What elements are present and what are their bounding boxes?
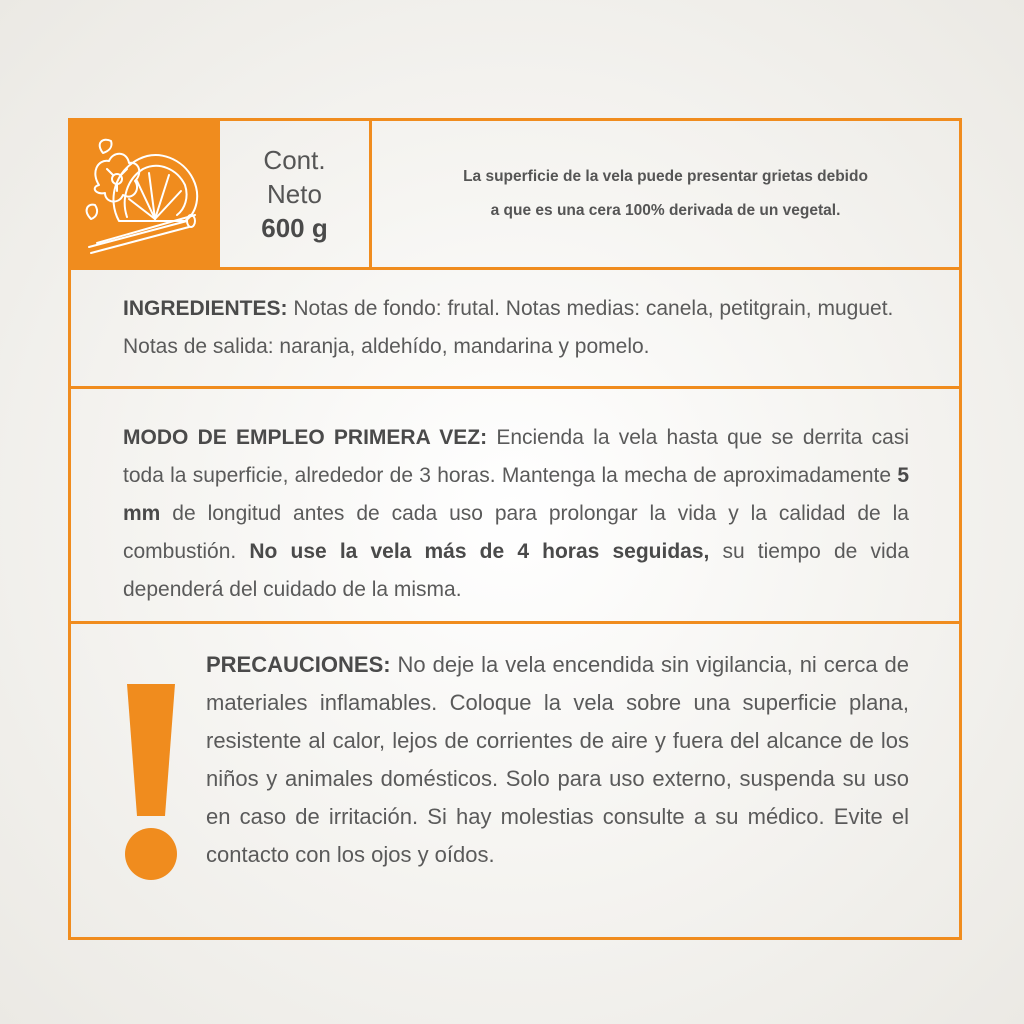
usage-bold-1: 5 mm bbox=[123, 464, 909, 525]
usage-body-1: Encienda la vela hasta que se derrita casi toda la superficie, alrededor de 3 horas. Mantenga la mecha de aproximadamente bbox=[123, 426, 909, 487]
usage-body-2: de longitud antes de cada uso para prolongar la vida y la calidad de la combustión. bbox=[123, 502, 909, 563]
product-label bbox=[68, 118, 962, 940]
exclamation-icon bbox=[123, 676, 179, 886]
ingredients-body: Notas de fondo: frutal. Notas medias: canela, petitgrain, muguet. Notas de salida: naranja, aldehído, mandarina y pomelo. bbox=[123, 297, 894, 358]
usage-bold-2: No use la vela más de 4 horas seguidas, bbox=[249, 540, 710, 563]
ingredients-row bbox=[71, 270, 959, 389]
wax-notice-line-2: a que es una cera 100% derivada de un vegetal. bbox=[490, 202, 841, 219]
ingredients-text bbox=[123, 290, 909, 366]
ingredients-heading: INGREDIENTES: bbox=[123, 297, 288, 320]
usage-row bbox=[71, 389, 959, 624]
wax-notice bbox=[372, 121, 959, 267]
precautions-body: No deje la vela encendida sin vigilancia, ni cerca de materiales inflamables. Coloque la vela sobre una superficie plana, resistente al calor, lejos de corrientes de aire y fuera del alcance de los niños y animales domésticos. Solo para uso externo, suspenda su uso en caso de irritación. Si hay molestias consulte a su médico. Evite el contacto con los ojos y oídos. bbox=[206, 652, 909, 867]
precautions-heading: PRECAUCIONES: bbox=[206, 652, 391, 677]
net-content-label-1: Cont. bbox=[263, 145, 326, 175]
usage-body-3: su tiempo de vida dependerá del cuidado de la misma. bbox=[123, 540, 909, 601]
logo-cell bbox=[71, 121, 217, 267]
net-content-label-2: Neto bbox=[267, 179, 322, 209]
orange-slice-cinnamon-icon bbox=[77, 129, 211, 259]
header-row bbox=[71, 121, 959, 270]
usage-heading: MODO DE EMPLEO PRIMERA VEZ: bbox=[123, 426, 488, 449]
usage-text bbox=[123, 419, 909, 609]
net-content-weight: 600 g bbox=[261, 213, 328, 243]
net-content bbox=[217, 121, 372, 267]
precautions-text bbox=[206, 646, 909, 874]
wax-notice-line-1: La superficie de la vela puede presentar grietas debido bbox=[463, 168, 868, 185]
precautions-row bbox=[71, 624, 959, 937]
